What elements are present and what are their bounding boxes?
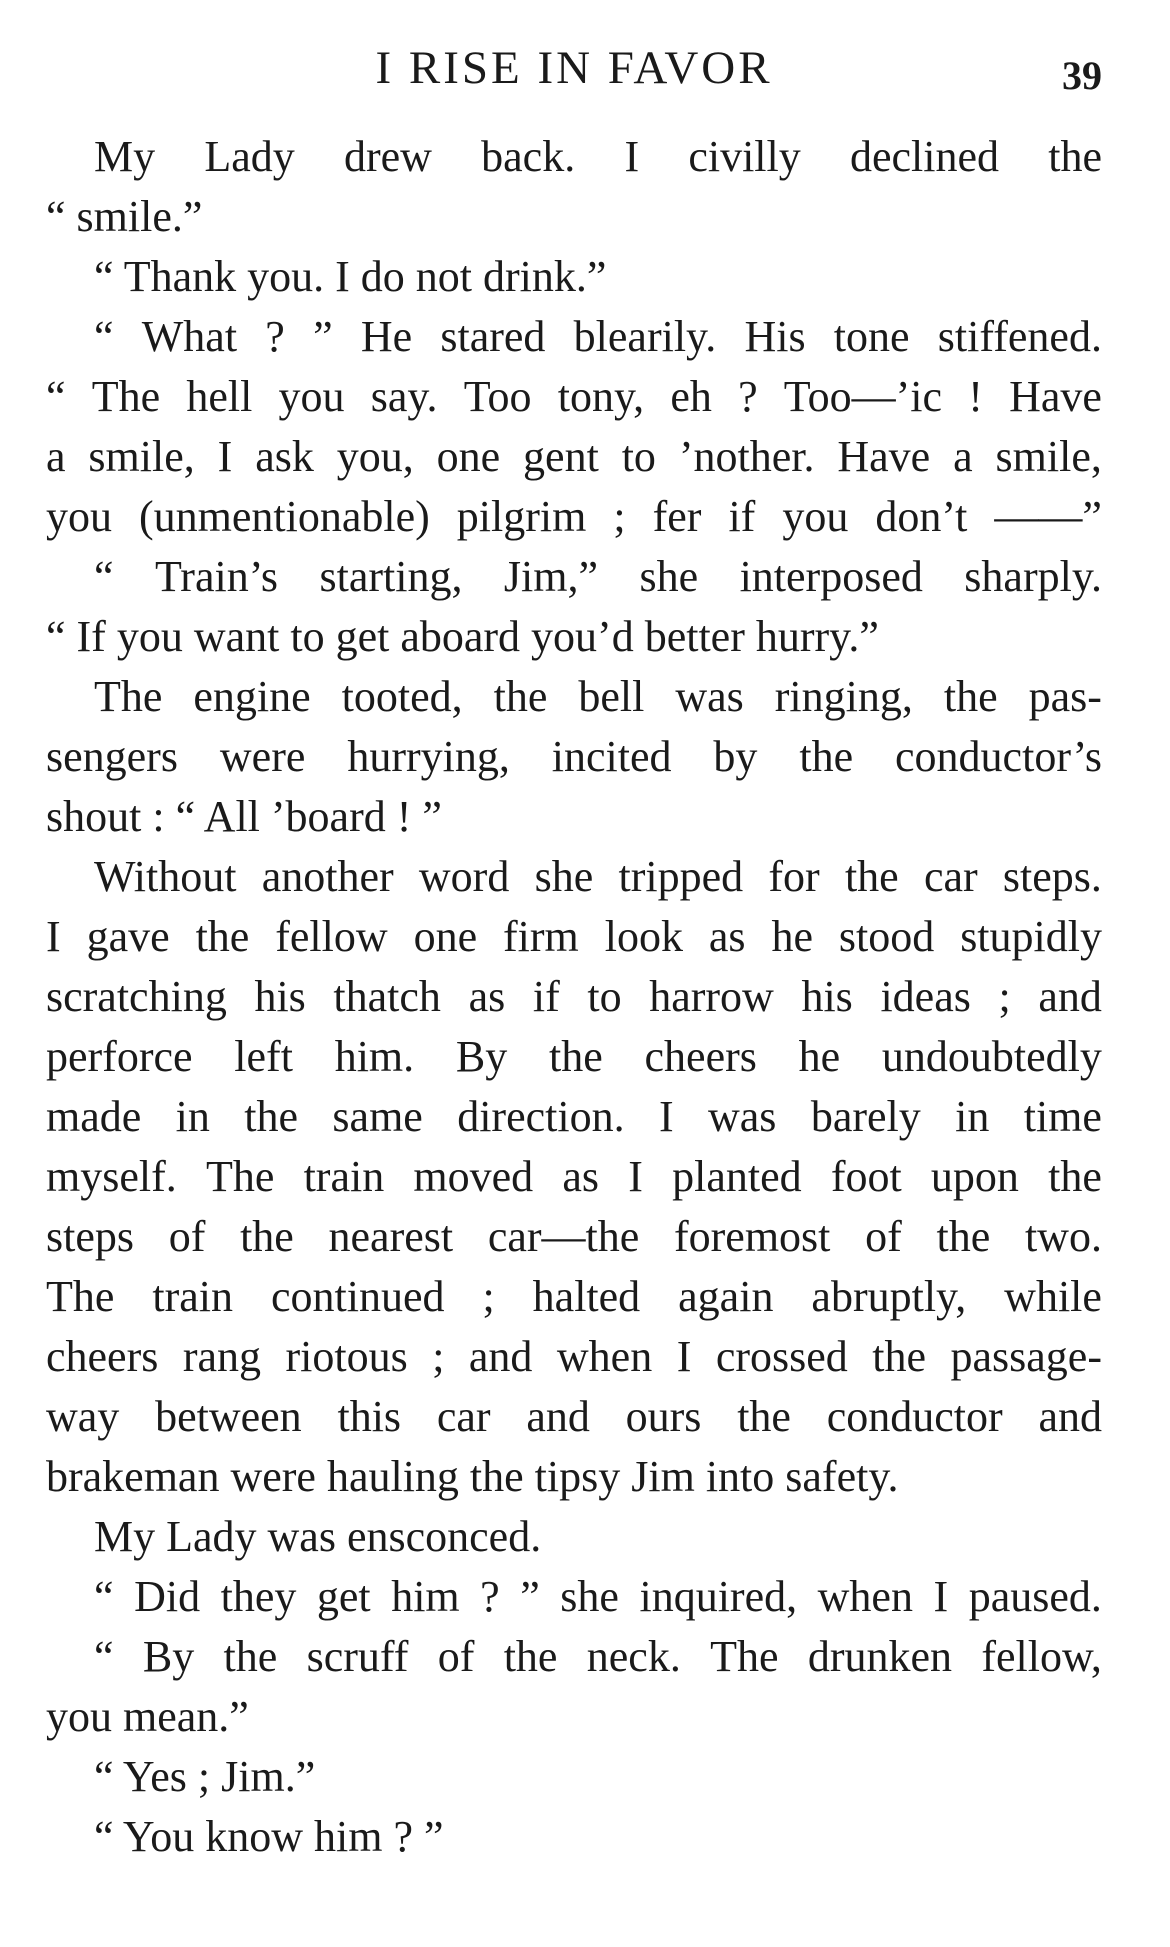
text-line: scratching his thatch as if to harrow his ideas ; and	[46, 972, 1102, 1021]
text-line: you (unmentionable) pilgrim ; fer if you don’t ——”	[46, 492, 1102, 541]
text-line: The engine tooted, the bell was ringing, the pas-	[94, 672, 1102, 721]
text-line: perforce left him. By the cheers he undoubtedly	[46, 1032, 1102, 1081]
text-line: “ Thank you. I do not drink.”	[94, 252, 607, 301]
text-line: way between this car and ours the conductor and	[46, 1392, 1102, 1441]
text-line: “ Train’s starting, Jim,” she interposed sharply.	[94, 552, 1102, 601]
text-line: “ What ? ” He stared blearily. His tone stiffened.	[94, 312, 1102, 361]
text-line: shout : “ All ’board ! ”	[46, 792, 442, 841]
page-number: 39	[1062, 53, 1102, 98]
text-line: “ smile.”	[46, 192, 203, 241]
text-line: “ Did they get him ? ” she inquired, when I paused.	[94, 1572, 1102, 1621]
running-head	[46, 38, 1102, 98]
text-line: “ By the scruff of the neck. The drunken fellow,	[94, 1632, 1102, 1681]
text-line: The train continued ; halted again abruptly, while	[46, 1272, 1102, 1321]
text-line: steps of the nearest car—the foremost of the two.	[46, 1212, 1102, 1261]
text-line: you mean.”	[46, 1692, 249, 1741]
text-line: myself. The train moved as I planted foot upon the	[46, 1152, 1102, 1201]
text-line: cheers rang riotous ; and when I crossed the passage-	[46, 1332, 1102, 1381]
text-line: made in the same direction. I was barely in time	[46, 1092, 1102, 1141]
text-line: “ The hell you say. Too tony, eh ? Too—’ic ! Have	[46, 372, 1102, 421]
text-line: “ If you want to get aboard you’d better hurry.”	[46, 612, 879, 661]
chapter-title: I RISE IN FAVOR	[375, 42, 773, 94]
text-line: “ You know him ? ”	[94, 1812, 444, 1861]
text-line: brakeman were hauling the tipsy Jim into safety.	[46, 1452, 899, 1501]
text-line: a smile, I ask you, one gent to ’nother. Have a smile,	[46, 432, 1102, 481]
text-line: “ Yes ; Jim.”	[94, 1752, 316, 1801]
text-line: I gave the fellow one firm look as he stood stupidly	[46, 912, 1102, 961]
text-line: My Lady drew back. I civilly declined the	[94, 132, 1102, 181]
body-text	[46, 127, 1102, 1867]
text-line: My Lady was ensconced.	[94, 1512, 542, 1561]
text-line: sengers were hurrying, incited by the conductor’s	[46, 732, 1102, 781]
text-line: Without another word she tripped for the car steps.	[94, 852, 1102, 901]
